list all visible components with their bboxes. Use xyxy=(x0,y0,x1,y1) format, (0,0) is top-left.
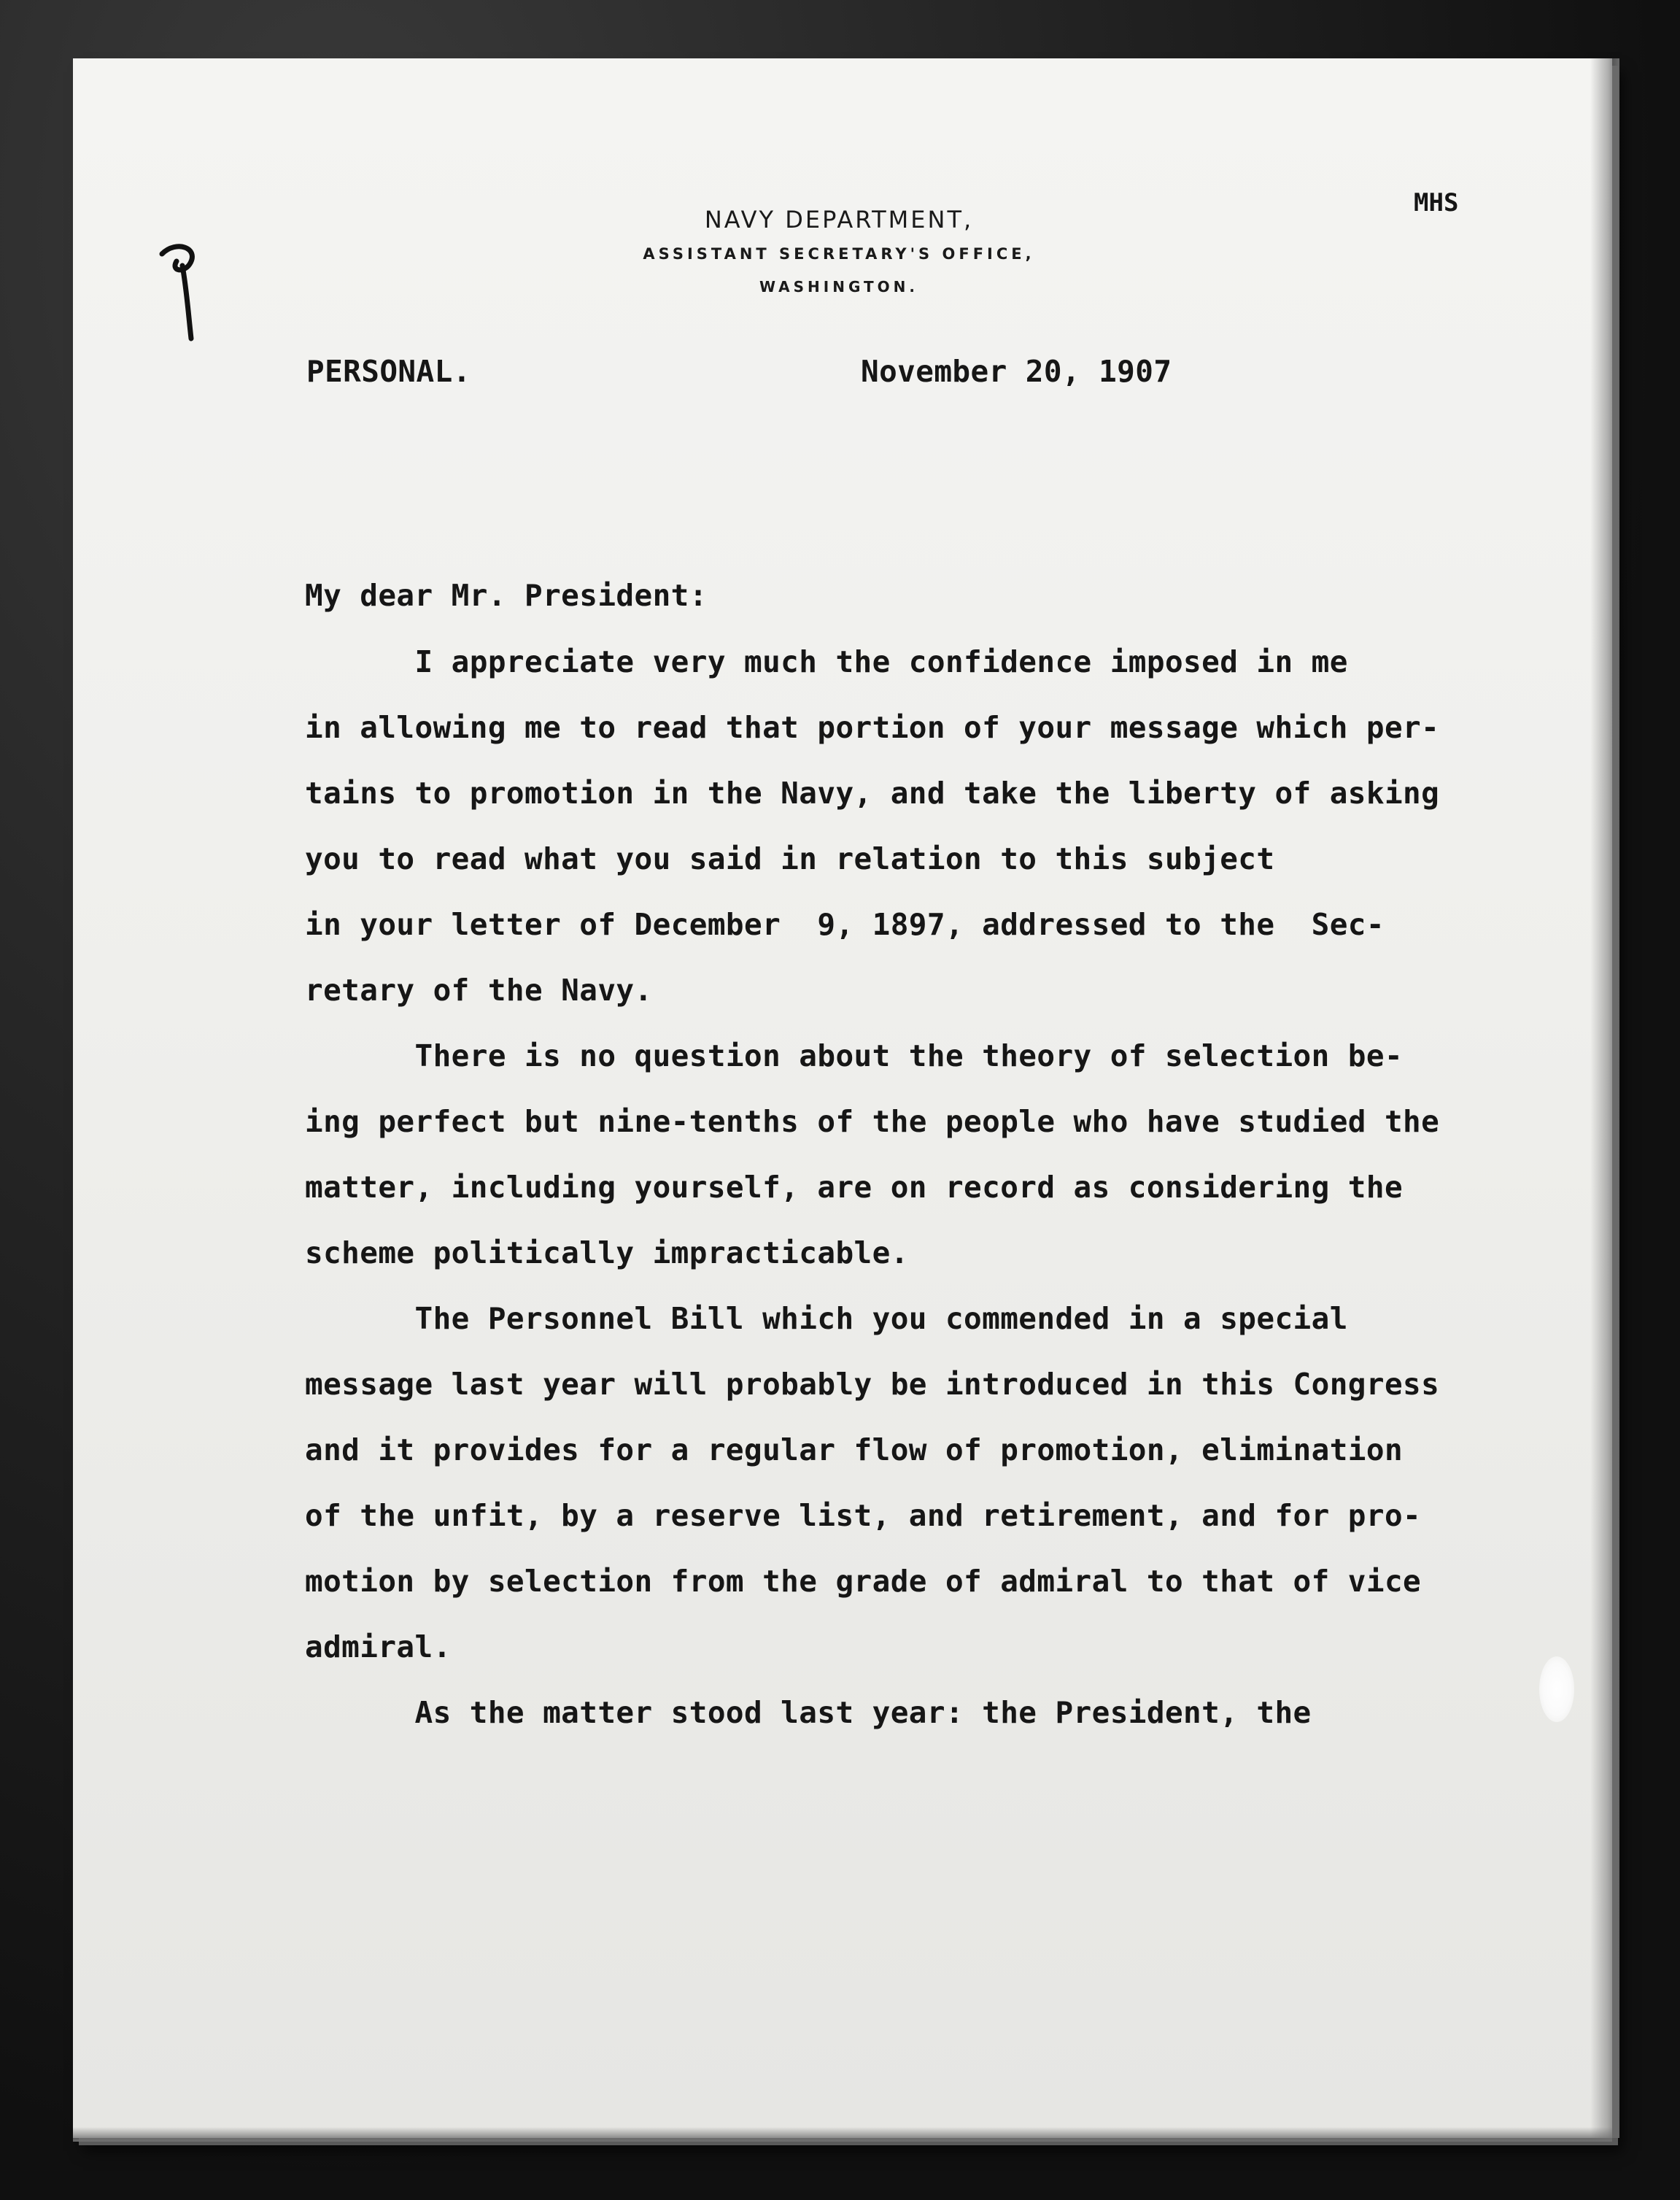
salutation: My dear Mr. President: xyxy=(305,578,708,613)
letter-page xyxy=(73,58,1612,2138)
body-line: and it provides for a regular flow of promotion, elimination xyxy=(305,1432,1404,1467)
body-line: There is no question about the theory of selection be- xyxy=(305,1038,1404,1073)
letterhead-office: ASSISTANT SECRETARY'S OFFICE, xyxy=(643,245,1035,263)
body-line: ing perfect but nine-tenths of the people who have studied the xyxy=(305,1104,1440,1139)
body-line: matter, including yourself, are on record as considering the xyxy=(305,1170,1404,1205)
body-line: you to read what you said in relation to this subject xyxy=(305,841,1275,876)
body-line: of the unfit, by a reserve list, and retirement, and for pro- xyxy=(305,1498,1422,1533)
page-bottom-shadow xyxy=(73,2127,1612,2142)
body-line: retary of the Navy. xyxy=(305,973,653,1008)
archive-code: MHS xyxy=(1414,188,1459,217)
body-line: admiral. xyxy=(305,1629,452,1664)
page-edge-shadow xyxy=(1590,58,1619,2138)
paper-smudge xyxy=(1539,1656,1574,1722)
handwritten-initial-icon xyxy=(155,239,206,341)
body-line: message last year will probably be introduced in this Congress xyxy=(305,1367,1440,1402)
letterhead-department: NAVY DEPARTMENT, xyxy=(704,206,974,233)
body-line: tains to promotion in the Navy, and take the liberty of asking xyxy=(305,776,1440,811)
body-line: As the matter stood last year: the President, the xyxy=(305,1695,1312,1730)
body-line: scheme politically impracticable. xyxy=(305,1235,909,1270)
classification-label: PERSONAL. xyxy=(306,354,471,389)
letterhead-city: WASHINGTON. xyxy=(759,278,918,296)
letter-date: November 20, 1907 xyxy=(861,354,1172,389)
body-line: in your letter of December 9, 1897, addressed to the Sec- xyxy=(305,907,1385,942)
body-line: in allowing me to read that portion of your message which per- xyxy=(305,710,1440,745)
body-line: motion by selection from the grade of admiral to that of vice xyxy=(305,1564,1422,1599)
body-line: The Personnel Bill which you commended in a special xyxy=(305,1301,1348,1336)
body-line: I appreciate very much the confidence imposed in me xyxy=(305,644,1348,679)
